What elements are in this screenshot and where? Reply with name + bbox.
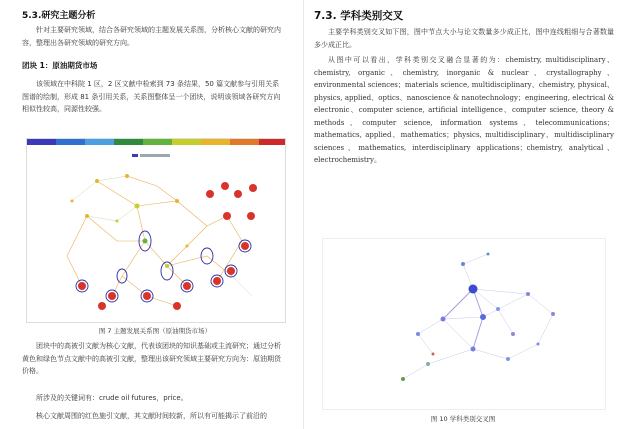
cited-nodes <box>78 182 257 310</box>
intro-paragraph: 主要学科类别交叉如下图，图中节点大小与论文数量多少成正比，图中连线粗细与合著数量多少成正比。 <box>314 28 614 49</box>
intro-paragraph: 针对主要研究领域，结合各研究领域的主题发展关系图，分析核心文献的研究内容，整理出各研究领域的研究方向。 <box>22 26 281 47</box>
after-figure-paragraph: 团块中的高被引文献为核心文献，代表该团块的知识基础或主流研究；通过分析黄色和绿色节点文献中的高被引文献，整理出该研究领域主要研究方向为：原油期货价格。 <box>22 342 281 375</box>
right-page <box>308 0 623 429</box>
subject-network-figure <box>322 238 606 410</box>
page-divider <box>303 0 304 429</box>
section-heading: 5.3.研究主题分析 <box>22 11 96 21</box>
crossover-paragraph: 从图中可以看出，学科类别交叉融合显著的为：chemistry, multidisciplinary、chemistry, organic、chemistry, inorganic & nuclear、crystallography、environmental sciences；materials science, multidisciplinary、chemistry, physical、physics, applied、optics、nanoscience & nanotechnology；engineering, electrical & electronic、computer science, artificial intelligence、computer science, theory & methods、computer science, information systems、telecommunications；mathematics, applied、mathematics；physics, multidisciplinary、multidisciplinary sciences、mathematics, interdisciplinary applications；chemistry, analytical、electrochemistry。 <box>314 56 614 164</box>
figure-10-caption: 图 10 学科类别交叉图 <box>430 415 496 423</box>
left-page <box>0 0 300 429</box>
subject-network-svg <box>323 239 605 409</box>
figure-7-caption: 图 7 主题发展关系图（原油期货市场） <box>98 327 212 335</box>
topic-graph-svg <box>27 146 285 321</box>
section-heading: 7.3. 学科类别交叉 <box>314 10 404 22</box>
cluster-paragraph: 该领域在中科院 1 区，2 区文献中检索到 73 条结果，50 篇文献参与引用关系图谱的绘制，形成 81 条引用关系，关系图整体呈一个团块，说明该领域各研究方向相似性较高，同源性较强。 <box>22 80 281 113</box>
last-paragraph: 核心文献周围的红色施引文献，其文献时间较新，所以有可能揭示了前沿的 <box>36 412 267 420</box>
year-legend-bar <box>27 139 285 145</box>
keywords-line: 所涉及的关键词有：crude oil futures，price。 <box>36 394 188 402</box>
topic-graph-figure <box>26 138 286 323</box>
cluster-heading: 团块 1：原油期货市场 <box>22 61 98 70</box>
